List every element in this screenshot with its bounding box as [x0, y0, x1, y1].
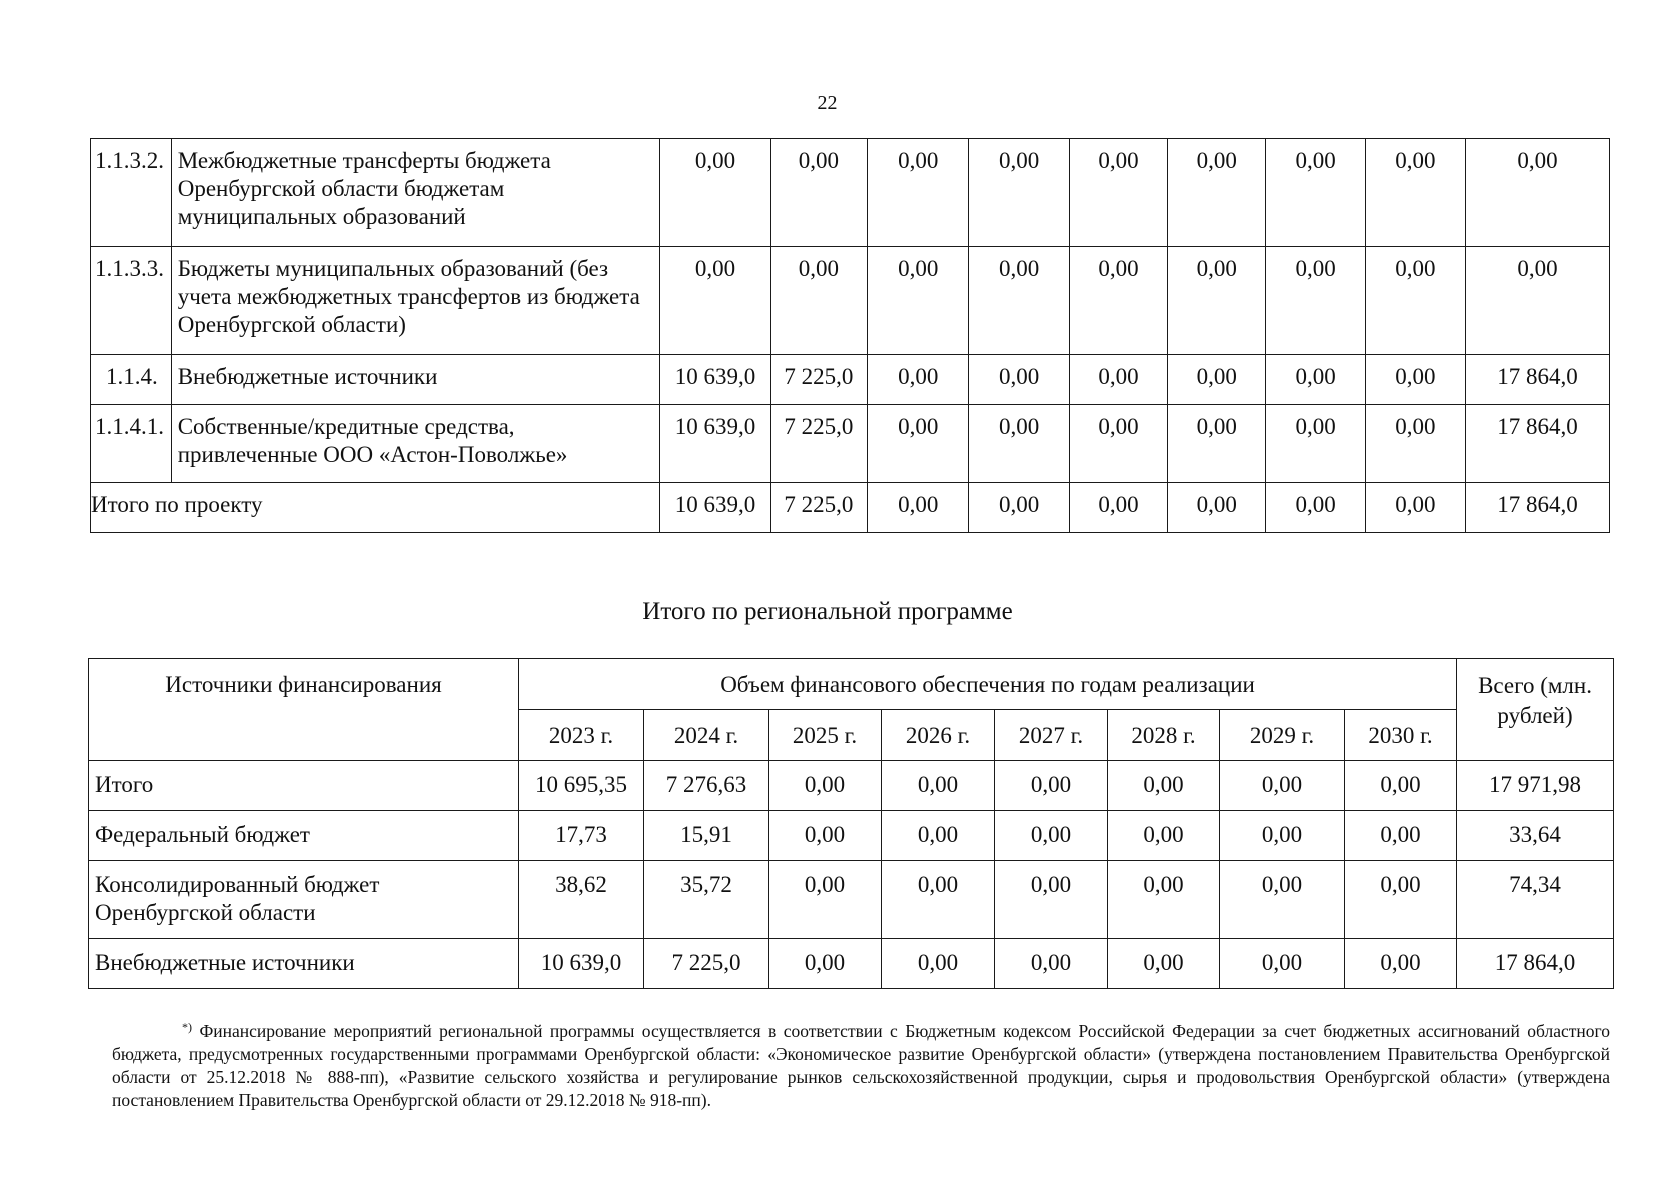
footnote: [112, 1016, 1610, 1112]
value-cell: 0,00: [1069, 139, 1167, 247]
value-cell: 0,00: [1365, 355, 1465, 405]
project-total-row: [91, 483, 1610, 533]
year-header: 2027 г.: [995, 710, 1108, 761]
value-cell: 0,00: [1266, 405, 1365, 483]
year-header: 2030 г.: [1345, 710, 1457, 761]
header-sources: Источники финансирования: [89, 659, 519, 761]
value-cell: 0,00: [769, 861, 882, 939]
total-cell: 17 864,0: [1466, 355, 1610, 405]
value-cell: 0,00: [995, 811, 1108, 861]
value-cell: 10 639,0: [660, 483, 771, 533]
source-name: Федеральный бюджет: [89, 811, 519, 861]
total-cell: 0,00: [1466, 139, 1610, 247]
value-cell: 0,00: [1220, 811, 1345, 861]
value-cell: 10 639,0: [519, 939, 644, 989]
value-cell: 0,00: [1069, 247, 1167, 355]
total-cell: 33,64: [1457, 811, 1614, 861]
value-cell: 0,00: [1220, 761, 1345, 811]
value-cell: 0,00: [868, 405, 969, 483]
value-cell: 7 225,0: [770, 405, 867, 483]
header-volume: Объем финансового обеспечения по годам реализации: [519, 659, 1457, 710]
value-cell: 0,00: [1220, 861, 1345, 939]
value-cell: 0,00: [1168, 355, 1266, 405]
value-cell: 0,00: [882, 939, 995, 989]
total-cell: 17 864,0: [1457, 939, 1614, 989]
value-cell: 0,00: [969, 355, 1069, 405]
value-cell: 0,00: [770, 139, 867, 247]
value-cell: 10 639,0: [660, 355, 771, 405]
value-cell: 0,00: [1069, 355, 1167, 405]
source-name: Внебюджетные источники: [89, 939, 519, 989]
value-cell: 0,00: [1168, 139, 1266, 247]
value-cell: 7 225,0: [644, 939, 769, 989]
value-cell: 0,00: [1345, 939, 1457, 989]
project-total-label: Итого по проекту: [91, 483, 660, 533]
value-cell: 0,00: [1365, 247, 1465, 355]
value-cell: 0,00: [868, 355, 969, 405]
value-cell: 0,00: [1345, 861, 1457, 939]
value-cell: 0,00: [1168, 405, 1266, 483]
total-cell: 17 971,98: [1457, 761, 1614, 811]
value-cell: 10 639,0: [660, 405, 771, 483]
value-cell: 0,00: [868, 247, 969, 355]
table-row: [91, 355, 1610, 405]
year-header: 2023 г.: [519, 710, 644, 761]
row-code: 1.1.4.: [91, 355, 172, 405]
value-cell: 0,00: [1069, 483, 1167, 533]
value-cell: 0,00: [1168, 483, 1266, 533]
header-row: [89, 659, 1614, 710]
value-cell: 0,00: [1345, 761, 1457, 811]
value-cell: 0,00: [1365, 139, 1465, 247]
value-cell: 0,00: [1266, 139, 1365, 247]
table-row: [89, 861, 1614, 939]
value-cell: 38,62: [519, 861, 644, 939]
value-cell: 0,00: [1168, 247, 1266, 355]
value-cell: 0,00: [882, 811, 995, 861]
source-name: Консолидированный бюджет Оренбургской области: [89, 861, 519, 939]
value-cell: 0,00: [1266, 483, 1365, 533]
year-header: 2026 г.: [882, 710, 995, 761]
value-cell: 0,00: [769, 939, 882, 989]
year-header: 2025 г.: [769, 710, 882, 761]
value-cell: 0,00: [969, 139, 1069, 247]
value-cell: 7 276,63: [644, 761, 769, 811]
value-cell: 0,00: [868, 483, 969, 533]
value-cell: 15,91: [644, 811, 769, 861]
row-code: 1.1.3.2.: [91, 139, 172, 247]
value-cell: 0,00: [969, 405, 1069, 483]
value-cell: 0,00: [995, 939, 1108, 989]
value-cell: 0,00: [882, 761, 995, 811]
value-cell: 0,00: [1220, 939, 1345, 989]
footnote-marker: *): [182, 1020, 192, 1034]
year-header: 2028 г.: [1108, 710, 1220, 761]
total-cell: 17 864,0: [1466, 483, 1610, 533]
row-code: 1.1.4.1.: [91, 405, 172, 483]
value-cell: 0,00: [769, 761, 882, 811]
value-cell: 0,00: [1108, 811, 1220, 861]
value-cell: 0,00: [1266, 247, 1365, 355]
table-row: [91, 139, 1610, 247]
row-name: Бюджеты муниципальных образований (без учета межбюджетных трансфертов из бюджета Оренбургской области): [171, 247, 659, 355]
value-cell: 0,00: [769, 811, 882, 861]
value-cell: 0,00: [1108, 861, 1220, 939]
value-cell: 0,00: [1069, 405, 1167, 483]
value-cell: 0,00: [1108, 939, 1220, 989]
value-cell: 0,00: [660, 247, 771, 355]
value-cell: 0,00: [1266, 355, 1365, 405]
value-cell: 0,00: [1365, 483, 1465, 533]
year-header: 2029 г.: [1220, 710, 1345, 761]
total-cell: 17 864,0: [1466, 405, 1610, 483]
year-header: 2024 г.: [644, 710, 769, 761]
value-cell: 0,00: [1365, 405, 1465, 483]
row-name: Собственные/кредитные средства, привлеченные ООО «Астон-Поволжье»: [171, 405, 659, 483]
table-row: [89, 811, 1614, 861]
value-cell: 0,00: [868, 139, 969, 247]
page-number: 22: [817, 92, 838, 114]
table-row: [91, 247, 1610, 355]
row-name: Межбюджетные трансферты бюджета Оренбургской области бюджетам муниципальных образований: [171, 139, 659, 247]
value-cell: 10 695,35: [519, 761, 644, 811]
value-cell: 0,00: [969, 247, 1069, 355]
value-cell: 0,00: [995, 861, 1108, 939]
table-row: [89, 761, 1614, 811]
value-cell: 0,00: [1345, 811, 1457, 861]
region-financing-table: [88, 658, 1614, 989]
source-name: Итого: [89, 761, 519, 811]
header-total: Всего (млн. рублей): [1457, 659, 1614, 761]
total-cell: 74,34: [1457, 861, 1614, 939]
value-cell: 0,00: [995, 761, 1108, 811]
value-cell: 0,00: [1108, 761, 1220, 811]
row-code: 1.1.3.3.: [91, 247, 172, 355]
value-cell: 0,00: [770, 247, 867, 355]
row-name: Внебюджетные источники: [171, 355, 659, 405]
footnote-text: Финансирование мероприятий региональной программы осуществляется в соответствии с Бюджетным кодексом Российской Федерации за счет бюджетных ассигнований областного бюджета, предусмотренных государственными программами Оренбургской области: «Экономическое развитие Оренбургской области» (утверждена постановлением Правительства Оренбургской области от 25.12.2018 № 888-пп), «Развитие сельского хозяйства и регулирование рынков сельскохозяйственной продукции, сырья и продовольствия Оренбургской области» (утверждена постановлением Правительства Оренбургской области от 29.12.2018 № 918-пп).: [112, 1021, 1611, 1110]
section-title: Итого по региональной программе: [642, 598, 1013, 625]
value-cell: 7 225,0: [770, 355, 867, 405]
value-cell: 7 225,0: [770, 483, 867, 533]
value-cell: 0,00: [882, 861, 995, 939]
project-financing-table: [90, 138, 1610, 533]
table-row: [89, 939, 1614, 989]
value-cell: 0,00: [969, 483, 1069, 533]
total-cell: 0,00: [1466, 247, 1610, 355]
value-cell: 0,00: [660, 139, 771, 247]
value-cell: 17,73: [519, 811, 644, 861]
table-row: [91, 405, 1610, 483]
value-cell: 35,72: [644, 861, 769, 939]
